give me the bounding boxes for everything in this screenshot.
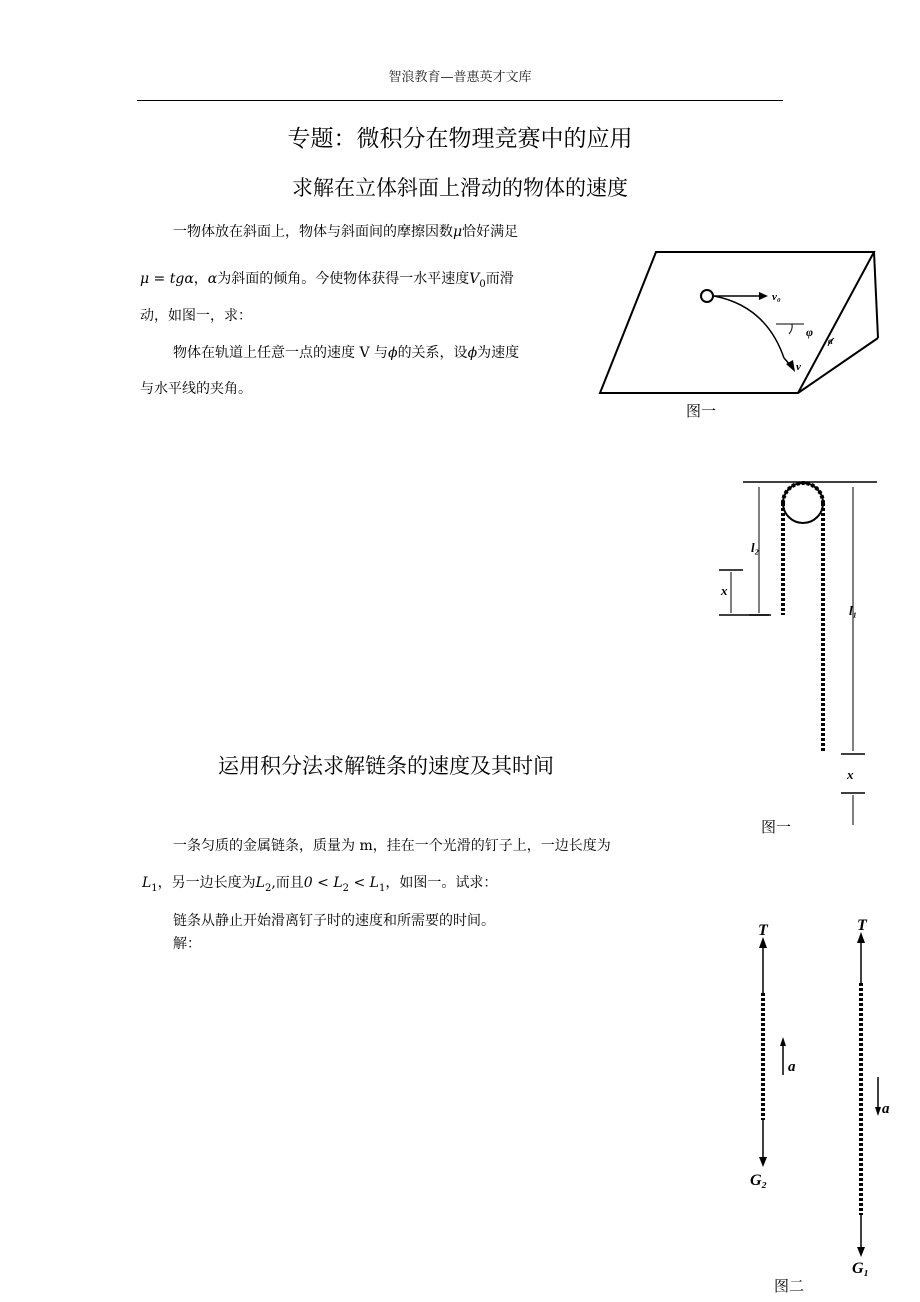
s2-line4: 解： [173,936,201,952]
chain-top-arc [783,483,823,503]
v0-arrowhead [759,292,768,300]
chain-force-figure [740,915,905,1285]
s2-line1: 一条匀质的金属链条，质量为 m，挂在一个光滑的钉子上，一边长度为 [173,838,611,854]
G2-label: G₂ [750,1172,768,1189]
v0-label: v₀ [772,291,781,303]
s2-line2-b: ,而且 [271,875,304,891]
phi-symbol-2: ϕ [467,345,478,361]
left-gravity-arrowhead [759,1157,767,1167]
header-rule [137,100,783,101]
incline-surface [600,252,874,393]
object-ball [701,290,713,302]
incline-base-edge [798,338,878,393]
s2-line2-a: ，另一边长度为 [157,875,256,891]
right-accel-arrowhead [875,1107,881,1116]
page-header: 智浪教育—普惠英才文库 [388,70,532,85]
inequality-a: 0 < L [303,875,343,891]
s1-line4-b: 的关系，设 [397,345,468,361]
s1-line4 [173,343,519,363]
figure1-caption: 图一 [686,402,717,420]
s1-line4-a: 物体在轨道上任意一点的速度 V 与 [173,345,389,361]
s1-line5: 与水平线的夹角。 [140,381,252,397]
L2-symbol: L [255,875,265,891]
right-gravity-arrowhead [857,1247,865,1257]
phi-symbol: ϕ [388,345,398,361]
L1-symbol: L [142,875,152,891]
section1-heading: 求解在立体斜面上滑动的物体的速度 [292,176,628,200]
chain-figure2-caption: 图二 [774,1277,805,1295]
s1-line4-c: 为速度 [477,345,520,361]
incline-back-edge [874,252,878,338]
section2-heading: 运用积分法求解链条的速度及其时间 [218,754,554,778]
s2-line3: 链条从静止开始滑离钉子时的速度和所需要的时间。 [173,913,495,929]
left-a-label: a [788,1059,796,1075]
trajectory-curve [714,296,784,358]
mu-symbol: μ [453,224,463,240]
l1-label: l₁ [849,603,858,618]
s2-line2-c: ，如图一。试求： [385,875,498,891]
s2-line2 [142,873,497,899]
x-left-label: x [721,583,728,598]
v0-subscript: 0 [479,278,486,290]
inequality-sub2: 2 [342,882,350,894]
friction-formula: μ = tgα [140,271,194,287]
v0-symbol: V [469,271,480,287]
page-title: 专题：微积分在物理竞赛中的应用 [287,126,633,152]
G1-label: G₁ [852,1260,870,1277]
s1-line1-end: 恰好满足 [462,224,519,240]
phi-label: φ [806,325,814,339]
s1-line2-end: 而滑 [485,271,514,287]
right-T-label: T [857,917,867,934]
l2-label: l₂ [751,540,760,555]
alpha-symbol: α [207,271,218,287]
L2-subscript: 2 [264,882,272,894]
incline-figure [596,246,886,406]
L1-subscript: 1 [151,882,158,894]
s1-line2-mid: ， [193,271,208,287]
left-T-label: T [758,922,768,939]
s1-line2 [140,269,514,295]
inequality-b: < L [349,875,379,891]
s1-line1 [173,222,518,242]
chain-pulley-figure [715,475,885,830]
phi-arc [789,324,792,334]
alpha-label: α [828,336,833,346]
v-label: v [796,361,801,373]
s1-line3: 动，如图一，求： [140,308,252,324]
right-a-label: a [882,1101,890,1117]
s1-line2-b: 为斜面的倾角。今使物体获得一水平速度 [217,271,470,287]
chain-figure1-caption: 图一 [761,818,792,836]
s1-line1-text: 一物体放在斜面上，物体与斜面间的摩擦因数 [173,224,453,240]
inequality-sub1: 1 [378,882,386,894]
left-accel-arrowhead [780,1037,786,1046]
x-bottom-label: x [847,767,854,782]
